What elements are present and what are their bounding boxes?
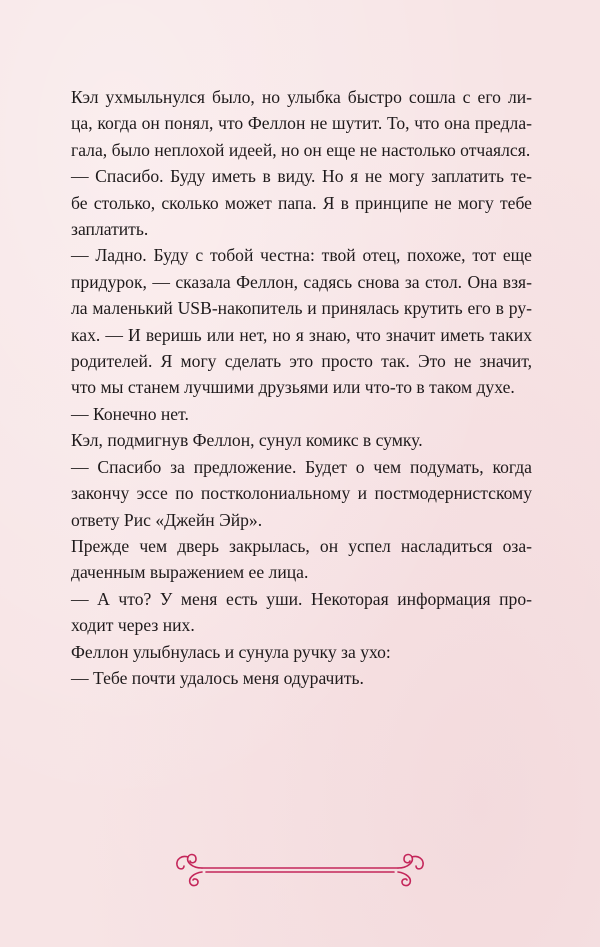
text-line: ла маленький USB-накопитель и принялась крутить его в ру- bbox=[71, 298, 532, 319]
paragraph bbox=[71, 586, 532, 639]
paragraph bbox=[71, 454, 532, 533]
text-line: закончу эссе по постколониальному и постмодернистскому bbox=[71, 483, 532, 504]
paragraph bbox=[71, 84, 532, 163]
text-line: гала, было неплохой идеей, но он еще не настолько отчаялся. bbox=[71, 139, 531, 160]
text-line: придурок, — сказала Феллон, садясь снова за стол. Она взя- bbox=[71, 271, 532, 292]
text-line: — Ладно. Буду с тобой честна: твой отец, похоже, тот еще bbox=[71, 245, 532, 266]
text-line: — Конечно нет. bbox=[71, 403, 189, 424]
paragraph bbox=[71, 639, 532, 665]
text-line: — А что? У меня есть уши. Некоторая информация про- bbox=[71, 588, 532, 609]
text-line: Прежде чем дверь закрылась, он успел насладиться оза- bbox=[71, 535, 532, 556]
scroll-flourish-divider-icon bbox=[172, 852, 428, 888]
text-line: родителей. Я могу сделать это просто так. Это не значит, bbox=[71, 351, 532, 372]
text-line: ца, когда он понял, что Феллон не шутит. То, что она предла- bbox=[71, 113, 532, 134]
text-line: — Спасибо за предложение. Будет о чем подумать, когда bbox=[71, 456, 532, 477]
paragraph bbox=[71, 242, 532, 400]
paragraph bbox=[71, 533, 532, 586]
text-line: ках. — И веришь или нет, но я знаю, что значит иметь таких bbox=[71, 324, 532, 345]
text-line: заплатить. bbox=[71, 219, 149, 240]
text-line: — Спасибо. Буду иметь в виду. Но я не могу заплатить те- bbox=[71, 166, 532, 187]
paragraph bbox=[71, 427, 532, 453]
text-line: что мы станем лучшими друзьями или что-то в таком духе. bbox=[71, 377, 515, 398]
text-line: даченным выражением ее лица. bbox=[71, 562, 309, 583]
text-line: ответу Рис «Джейн Эйр». bbox=[71, 509, 263, 530]
text-line: Кэл, подмигнув Феллон, сунул комикс в сумку. bbox=[71, 430, 423, 451]
text-line: бе столько, сколько может папа. Я в принципе не могу тебе bbox=[71, 192, 532, 213]
text-line: Феллон улыбнулась и сунула ручку за ухо: bbox=[71, 641, 391, 662]
body-text bbox=[71, 84, 532, 691]
text-line: ходит через них. bbox=[71, 615, 195, 636]
paragraph bbox=[71, 163, 532, 242]
text-line: Кэл ухмыльнулся было, но улыбка быстро сошла с его ли- bbox=[71, 87, 532, 107]
paragraph bbox=[71, 665, 532, 691]
text-line: — Тебе почти удалось меня одурачить. bbox=[71, 667, 364, 688]
paragraph bbox=[71, 401, 532, 427]
